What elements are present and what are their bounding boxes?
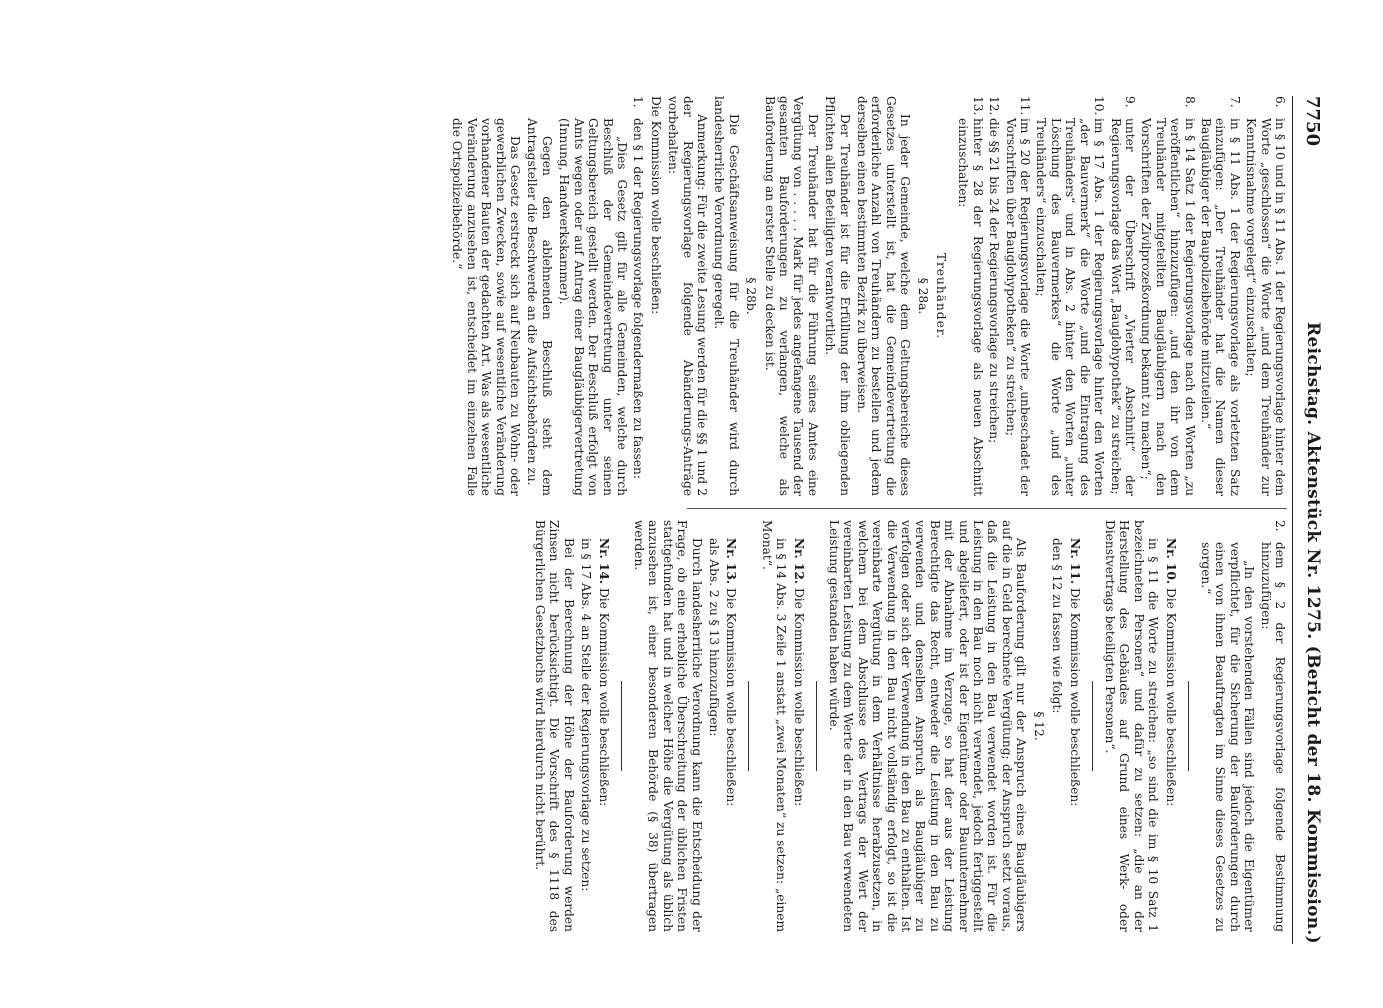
quote-text: Das Gesetz erstreckt sich auf Neubauten zu Wohn- oder gewerblichen Zwecken, sowie auf wesentliche Veränderung vorhandener Bauten der gedachten Art. Was als wesentliche Veränderung anzusehen ist, entscheidet im einzelnen Falle die Ortspolizeibehörde.“ — [450, 118, 523, 496]
list-item: 13. hinter § 28 der Regierungsvorlage als neuen Abschnitt einzuschalten: — [956, 96, 985, 496]
paragraph-number: § 28a. — [915, 277, 930, 315]
paragraph-text: Als Bauforderung gilt nur der Anspruch eines Baugläubigers auf die in Geld berechnete Vergütung; der Anspruch setzt voraus, daß die Leistung in den Bau verwendet worden ist. Für die Leistung in den Bau noch nicht verwendet, jedoch fertiggestellt und abgeliefert, oder ist der Eigentümer oder Bauunternehmer mit der Abnahme im Verzuge, so hat der aus der Leistung Berechtigte das Recht, entweder die Leistung in den Bau zu verwenden und denselben Anspruch als Baugläubiger zu verfolgen oder sich der Verwendung in den Bau zu enthalten. Ist die Verwendung in den Bau nicht vollständig erfolgt, so ist die vereinbarte Vergütung in dem Verhältnisse herabzusetzen, in welchem bei dem Abschlusse des Vertrags der Wert der vereinbarten Leistung zu dem Werte der in den Bau verwendeten Leistung gestanden haben würde. — [827, 520, 1029, 932]
paragraph-number: § 28b. — [744, 277, 759, 315]
separator-rule — [748, 681, 749, 771]
motion-nr10: Nr. 10. Die Kommission wolle beschließen: — [1163, 538, 1178, 807]
commission-intro: Die Kommission wolle beschließen: — [648, 96, 663, 315]
right-column — [530, 520, 1287, 932]
motion-nr12: Nr. 12. Die Kommission wolle beschließen: — [791, 538, 806, 807]
paragraph-text: Der Treuhänder hat für die Führung seines Amtes eine Vergütung von . . . . . Mark für jedes angefangene Tausend der gesamten Bauforderungen zu verlangen, welche als Bauforderung an erster Stelle zu decken ist. — [762, 96, 820, 496]
paragraph-text: in § 14 Abs. 3 Zeile 1 anstatt „zwei Monaten“ zu setzen: „einem Monat“. — [759, 520, 789, 932]
paragraph-text: Die Geschäftsanweisung für die Treuhänder wird durch landesherrliche Verordnung geregelt. — [712, 96, 741, 496]
paragraph-text: als Abs. 2 zu § 13 hinzuzufügen: — [707, 538, 721, 737]
column-divider — [687, 508, 1287, 509]
page-header — [1292, 96, 1333, 944]
paragraph-text: In jeder Gemeinde, welche dem Geltungsbereiche dieses Gesetzes unterstellt ist, hat die Gemeindevertretung die erforderliche Anzahl von Treuhändern zu bestellen und jedem derselben einen bestimmten Bezirk zu überweisen. — [855, 96, 913, 496]
quote-text: Gegen den ablehnenden Beschluß steht dem Antragsteller die Beschwerde an die Aufsichtsbehörden zu. — [525, 118, 554, 496]
note-text: Anmerkung: Für die zweite Lesung werden für die §§ 1 und 2 der Regierungsvorlage folgende Abänderungs-Anträge vorbehalten: — [666, 96, 709, 496]
list-item: 12. die §§ 21 bis 24 der Regierungsvorlage zu streichen; — [987, 96, 1002, 444]
section-heading: Treuhänder. — [934, 252, 949, 340]
list-item: 7. in § 11 Abs. 1 der Regierungsvorlage als vorletzten Satz einzufügen: „Der Treuhänder hat die Namen dieser Baugläubiger der Baupolizeibehörde mitzuteilen.“ — [1198, 96, 1242, 496]
list-item: 6. in § 10 und in § 11 Abs. 1 der Regierungsvorlage hinter dem Worte „geschlossen“ die Worte „und dem Treuhänder zur Kenntnisnahme vorgelegt“ einzuschalten; — [1244, 96, 1287, 496]
page-number: 7750 — [1302, 96, 1324, 147]
paragraph-text: in § 11 die Worte zu streichen: „so sind die im § 10 Satz 1 bezeichneten Personen“ und dafür zu setzen: „die an der Herstellung des Gebäudes auf Grund eines Werk- oder Dienstvertrags beteiligten Personen“. — [1102, 520, 1161, 932]
list-item: 1. den § 1 der Regierungsvorlage folgendermaßen zu fassen: — [631, 96, 646, 479]
list-item: 2. dem § 2 der Regierungsvorlage folgende Bestimmung hinzuzufügen: — [1258, 520, 1287, 932]
quote-text: „In den vorstehenden Fällen sind jedoch die Eigentümer verpflichtet, für die Sicherung der Bauforderungen durch einen von ihnen Beauftragten im Sinne dieses Gesetzes zu sorgen.“ — [1198, 542, 1257, 932]
list-item: 8. in § 14 Satz 1 der Regierungsvorlage nach den Worten „zu veröffentlichen“ hinzuzufügen: „und den ihr von dem Treuhänder mitgeteilten Baugläubigern nach den Vorschriften der Zivilprozeßordnung bekannt zu machen“; — [1139, 96, 1197, 496]
quote-text: „Dies Gesetz gilt für alle Gemeinden, welche durch Beschluß der Gemeindevertretung unter seinen Geltungsbereich gestellt werden. Der Beschluß erfolgt von Amts wegen oder auf Antrag einer Baugläubigervertretung (Innung, Handwerkskammer). — [557, 118, 629, 496]
motion-nr14: Nr. 14. Die Kommission wolle beschließen: — [596, 538, 611, 807]
separator-rule — [621, 681, 622, 771]
motion-nr13: Nr. 13. Die Kommission wolle beschließen: — [724, 538, 739, 807]
left-column — [447, 96, 1287, 496]
paragraph-text: Der Treuhänder ist für die Erfüllung der ihm obliegenden Pflichten allen Beteiligten verantwortlich. — [823, 96, 852, 496]
separator-rule — [816, 681, 817, 771]
separator-rule — [1188, 681, 1189, 771]
quote-text: Bei der Berechnung der Höhe der Bauforderung werden Zinsen nicht berücksichtigt. Die Vorschrift des § 1118 des Bürgerlichen Gesetzbuchs wird hierdurch nicht berührt. — [532, 520, 576, 932]
motion-nr11: Nr. 11. Die Kommission wolle beschließen: — [1067, 538, 1082, 807]
paragraph-number: § 12. — [1031, 711, 1046, 741]
page-title: Reichstag. Aktenstück Nr. 1275. (Bericht der 18. Kommission.) — [1303, 322, 1323, 944]
separator-rule — [1092, 681, 1093, 771]
paragraph-text: in § 17 Abs. 4 an Stelle der Regierungsvorlage zu setzen: — [579, 538, 594, 892]
list-item: 10. im § 17 Abs. 1 der Regierungsvorlage hinter den Worten „der Bauvermerk“ die Worte „und die Eintragung des Treuhänders“ und in Abs. 2 hinter den Worten „unter Löschung des Bauvermerkes“ die Worte „und des Treuhänders“ einzuschalten; — [1034, 96, 1107, 496]
paragraph-text: den § 12 zu fassen wie folgt: — [1050, 538, 1065, 714]
list-item: 11. im § 20 der Regierungsvorlage die Worte „unbeschadet der Vorschriften über Bauglohypotheken“ zu streichen; — [1003, 96, 1033, 496]
list-item: 9. unter der Überschrift „Vierter Abschnitt“ der Regierungsvorlage das Wort „Bauglohypothek“ zu streichen; — [1108, 96, 1137, 496]
quote-text: Durch landesherrliche Verordnung kann die Entscheidung der Frage, ob eine erhebliche Überschreitung der üblichen Fristen stattgefunden hat und in welcher Höhe die Vergütung als üblich anzusehen ist, einer besonderen Behörde (§ 38) übertragen werden. — [631, 520, 704, 932]
